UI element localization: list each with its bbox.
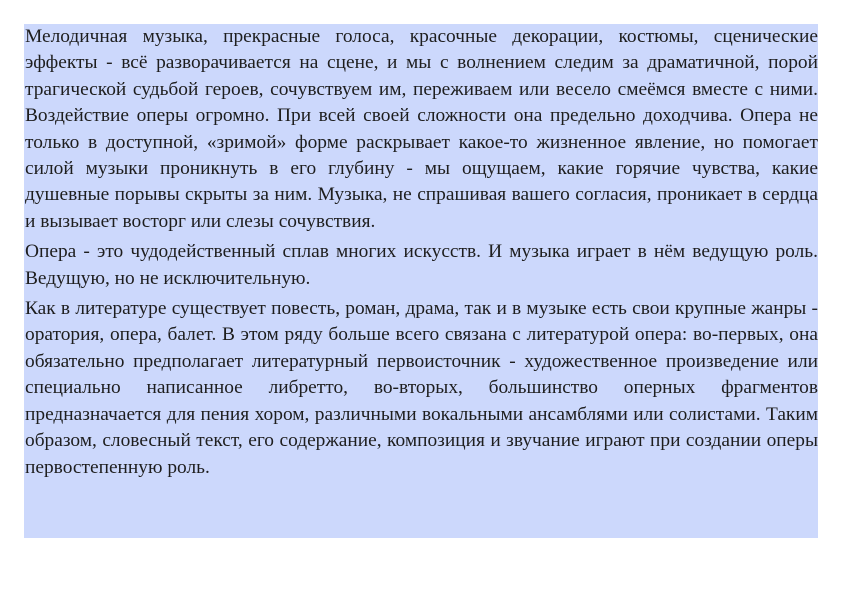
paragraph-opera-synthesis: Опера - это чудодейственный сплав многих искусств. И музыка играет в нём ведущую роль. Ведущую, но не исключительную. xyxy=(25,241,818,289)
paragraph-opera-impact: Мелодичная музыка, прекрасные голоса, красочные декорации, костюмы, сценические эффекты - всё разворачивается на сцене, и мы с волнением следим за драматичной, порой трагической судьбой героев, сочувствуем им, переживаем или весело смеёмся вместе с ними. Воздействие оперы огромно. При всей своей сложности она предельно доходчива. Опера не только в доступной, «зримой» форме раскрывает какое-то жизненное явление, но помогает силой музыки проникнуть в его глубину - мы ощущаем, какие горячие чувства, какие душевные порывы скрыты за ним. Музыка, не спрашивая вашего согласия, проникает в сердца и вызывает восторг или слезы сочувствия. xyxy=(25,26,818,232)
text-block xyxy=(24,24,818,538)
paragraph-opera-literature: Как в литературе существует повесть, роман, драма, так и в музыке есть свои крупные жанры - оратория, опера, балет. В этом ряду больше всего связана с литературой опера: во-первых, она обязательно предполагает литературный первоисточник - художественное произведение или специально написанное либретто, во-вторых, большинство оперных фрагментов предназначается для пения хором, различными вокальными ансамблями или солистами. Таким образом, словесный текст, его содержание, композиция и звучание играют при создании оперы первостепенную роль. xyxy=(25,298,818,478)
